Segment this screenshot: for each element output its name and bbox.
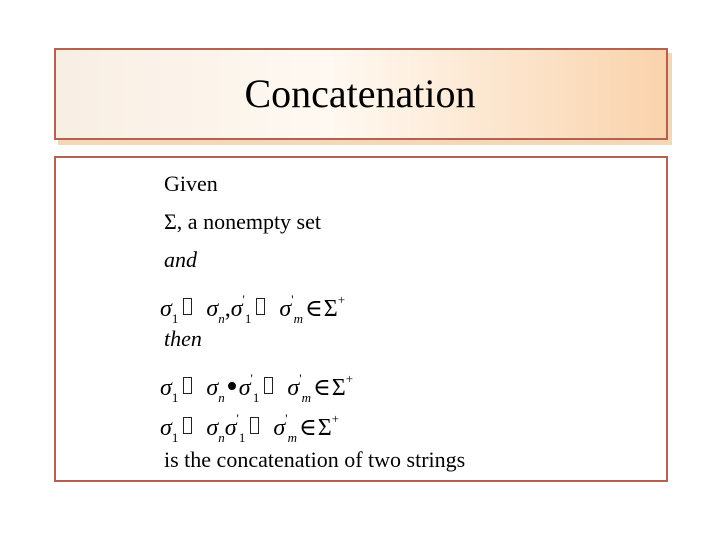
concatenation-dot-icon xyxy=(228,382,236,390)
ellipsis-placeholder-icon xyxy=(183,377,192,394)
sigma-prime-symbol: σ xyxy=(279,296,292,322)
plus-superscript: + xyxy=(337,292,346,307)
element-of-symbol: ∈ xyxy=(312,375,331,401)
sigma-prime-symbol: σ xyxy=(287,375,300,401)
slide-title: Concatenation xyxy=(244,71,476,116)
comma-symbol: , xyxy=(224,296,231,322)
prime-mark: ' xyxy=(285,411,288,426)
subscript-m: m xyxy=(301,390,311,405)
and-text: and xyxy=(164,247,197,272)
ellipsis-placeholder-icon xyxy=(250,417,259,434)
ellipsis-placeholder-icon xyxy=(264,377,273,394)
sigma-set-symbol: Σ xyxy=(323,296,338,322)
subscript-one: 1 xyxy=(238,430,246,445)
concatenation-formula xyxy=(160,366,353,411)
content-box xyxy=(54,156,668,482)
sigma-symbol: σ xyxy=(206,415,219,441)
subscript-n: n xyxy=(218,311,225,326)
subscript-one: 1 xyxy=(171,430,179,445)
plus-superscript: + xyxy=(345,371,354,386)
element-of-symbol: ∈ xyxy=(298,415,317,441)
prime-mark: ' xyxy=(236,411,239,426)
sigma-nonempty-set-text: Σ, a nonempty set xyxy=(164,209,321,234)
then-text: then xyxy=(164,326,202,351)
concatenation-description-text: is the concatenation of two strings xyxy=(164,447,466,472)
sigma-symbol: σ xyxy=(160,415,172,441)
concatenated-string-formula xyxy=(160,406,339,451)
sigma-set-symbol: Σ xyxy=(317,415,332,441)
subscript-n: n xyxy=(218,430,225,445)
sigma-symbol: σ xyxy=(160,296,172,322)
prime-mark: ' xyxy=(299,371,302,386)
given-text: Given xyxy=(164,171,218,196)
ellipsis-placeholder-icon xyxy=(183,298,192,315)
sigma-prime-symbol: σ xyxy=(230,296,243,322)
element-of-symbol: ∈ xyxy=(304,296,323,322)
sigma-set-symbol: Σ xyxy=(331,375,346,401)
ellipsis-placeholder-icon xyxy=(256,298,265,315)
sigma-prime-symbol: σ xyxy=(238,375,251,401)
prime-mark: ' xyxy=(250,371,253,386)
ellipsis-placeholder-icon xyxy=(183,417,192,434)
subscript-one: 1 xyxy=(171,311,179,326)
subscript-one: 1 xyxy=(171,390,179,405)
sigma-symbol: σ xyxy=(206,296,219,322)
subscript-m: m xyxy=(287,430,297,445)
prime-mark: ' xyxy=(242,292,245,307)
sigma-prime-symbol: σ xyxy=(224,415,237,441)
plus-superscript: + xyxy=(331,411,340,426)
sigma-prime-symbol: σ xyxy=(273,415,286,441)
sigma-symbol: σ xyxy=(206,375,219,401)
subscript-m: m xyxy=(293,311,303,326)
sigma-symbol: σ xyxy=(160,375,172,401)
subscript-n: n xyxy=(218,390,225,405)
subscript-one: 1 xyxy=(244,311,252,326)
prime-mark: ' xyxy=(291,292,294,307)
subscript-one: 1 xyxy=(252,390,260,405)
